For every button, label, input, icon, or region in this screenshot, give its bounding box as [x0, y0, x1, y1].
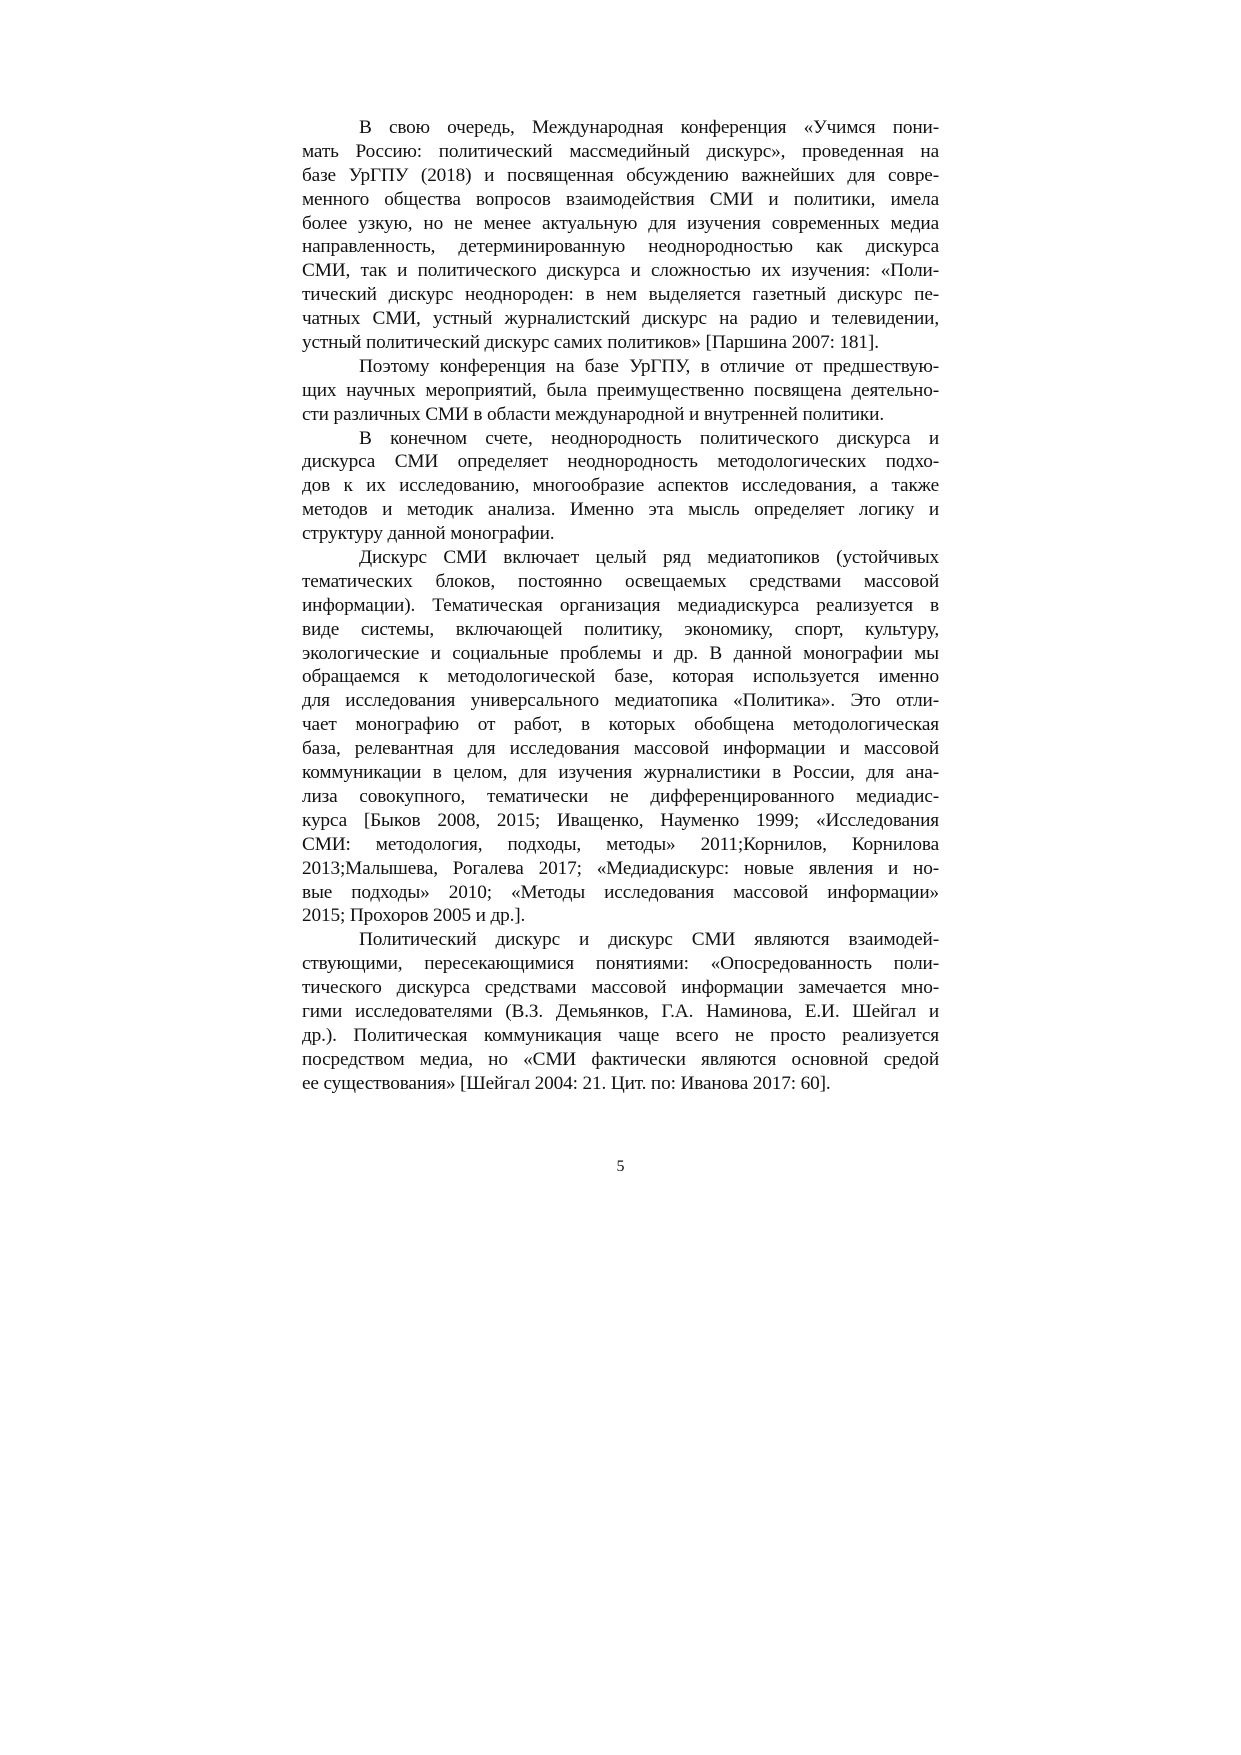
- text-line: СМИ, так и политического дискурса и сложностью их изучения: «Поли-: [302, 260, 939, 282]
- text-line: Поэтому конференция на базе УрГПУ, в отличие от предшествую-: [359, 355, 939, 377]
- text-line: В конечном счете, неоднородность политического дискурса и: [359, 427, 939, 449]
- text-line: Политический дискурс и дискурс СМИ являются взаимодей-: [359, 929, 939, 951]
- text-line: ее существования» [Шейгал 2004: 21. Цит. по: Иванова 2017: 60].: [302, 1072, 831, 1094]
- paragraph: [302, 427, 939, 546]
- text-line: дов к их исследованию, многообразие аспектов исследования, а также: [302, 475, 939, 497]
- text-line: 2015; Прохоров 2005 и др.].: [302, 905, 526, 927]
- text-line: для исследования универсального медиатопика «Политика». Это отли-: [302, 690, 939, 712]
- paragraph: [302, 355, 939, 427]
- text-line: СМИ: методология, подходы, методы» 2011;Корнилов, Корнилова: [302, 833, 939, 855]
- text-line: ствующими, пересекающимися понятиями: «Опосредованность поли-: [302, 953, 939, 975]
- text-line: устный политический дискурс самих политиков» [Паршина 2007: 181].: [302, 332, 879, 354]
- text-line: тического дискурса средствами массовой информации замечается мно-: [302, 977, 939, 999]
- text-line: щих научных мероприятий, была преимущественно посвящена деятельно-: [302, 379, 939, 401]
- text-line: тематических блоков, постоянно освещаемых средствами массовой: [302, 570, 939, 592]
- text-line: В свою очередь, Международная конференция «Учимся пони-: [359, 117, 939, 138]
- paragraph: [302, 928, 939, 1095]
- body-text: [302, 116, 939, 1096]
- text-line: информации). Тематическая организация медиадискурса реализуется в: [302, 594, 939, 616]
- text-line: база, релевантная для исследования массовой информации и массовой: [302, 738, 939, 760]
- text-line: курса [Быков 2008, 2015; Иващенко, Науменко 1999; «Исследования: [302, 809, 939, 831]
- text-line: др.). Политическая коммуникация чаще всего не просто реализуется: [302, 1024, 939, 1046]
- text-line: более узкую, но не менее актуальную для изучения современных медиа: [302, 212, 939, 234]
- paragraph: [302, 546, 939, 928]
- text-line: методов и методик анализа. Именно эта мысль определяет логику и: [302, 499, 939, 521]
- text-line: чает монографию от работ, в которых обобщена методологическая: [302, 714, 939, 736]
- text-line: тический дискурс неоднороден: в нем выделяется газетный дискурс пе-: [302, 284, 939, 306]
- text-line: дискурса СМИ определяет неоднородность методологических подхо-: [302, 451, 939, 473]
- text-line: виде системы, включающей политику, экономику, спорт, культуру,: [302, 618, 939, 640]
- text-line: направленность, детерминированную неоднородностью как дискурса: [302, 236, 939, 258]
- paragraph: [302, 116, 939, 355]
- text-line: структуру данной монографии.: [302, 523, 555, 545]
- text-line: коммуникации в целом, для изучения журналистики в России, для ана-: [302, 762, 939, 784]
- text-line: обращаемся к методологической базе, которая используется именно: [302, 666, 939, 688]
- text-line: гими исследователями (В.З. Демьянков, Г.А. Наминова, Е.И. Шейгал и: [302, 1000, 939, 1022]
- text-line: сти различных СМИ в области международной и внутренней политики.: [302, 403, 884, 425]
- text-line: базе УрГПУ (2018) и посвященная обсуждению важнейших для совре-: [302, 164, 939, 186]
- text-line: 2013;Малышева, Рогалева 2017; «Медиадискурс: новые явления и но-: [302, 857, 939, 879]
- text-line: Дискурс СМИ включает целый ряд медиатопиков (устойчивых: [359, 547, 939, 569]
- text-line: экологические и социальные проблемы и др. В данной монографии мы: [302, 642, 939, 664]
- text-line: лиза совокупного, тематически не дифференцированного медиадис-: [302, 785, 939, 807]
- text-line: мать Россию: политический массмедийный дискурс», проведенная на: [302, 140, 939, 162]
- text-line: менного общества вопросов взаимодействия СМИ и политики, имела: [302, 188, 939, 210]
- text-line: вые подходы» 2010; «Методы исследования массовой информации»: [302, 881, 939, 903]
- text-line: посредством медиа, но «СМИ фактически являются основной средой: [302, 1048, 939, 1070]
- text-line: чатных СМИ, устный журналистский дискурс на радио и телевидении,: [302, 308, 939, 330]
- page-number: 5: [616, 1158, 625, 1175]
